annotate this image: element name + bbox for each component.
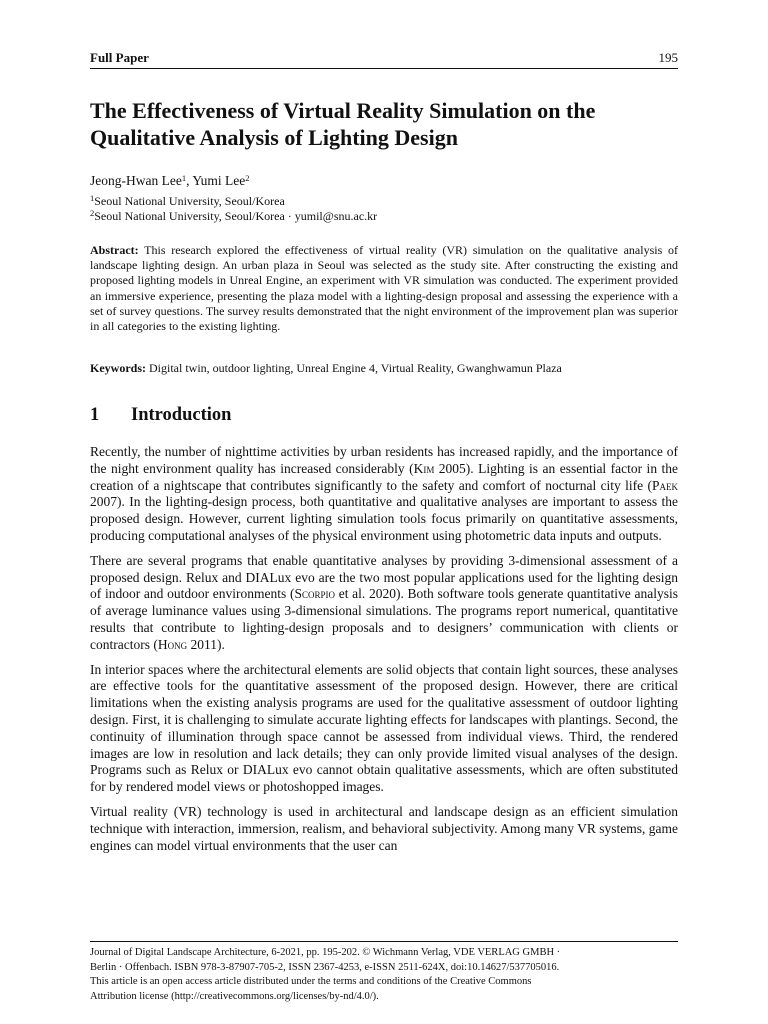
page-number: 195: [658, 50, 678, 65]
citation-author: Hong: [157, 636, 188, 652]
paragraph: Virtual reality (VR) technology is used in architectural and landscape design as an efficient simulation technique with interaction, immersion, realism, and behavioral subjectivity. Among many VR systems, game engines can model virtual environments that the user can: [90, 803, 678, 853]
paragraph-text: et al. 2020). Both software tools generate quantitative analysis of average luminance values using 3-dimensional simulations. The programs report numerical, quantitative results that contribute to lighting-design proposals and to designers’ communication with clients or contractors (: [90, 586, 678, 652]
paragraph: [90, 553, 678, 654]
affiliation-mark: 1: [90, 193, 95, 203]
affiliation-text: Seoul National University, Seoul/Korea: [94, 194, 285, 208]
paragraph-text: 2007). In the lighting-design process, both quantitative and qualitative analyses are important to assess the proposed design. However, current lighting simulation tools focus primarily on quantitative assessments, producing computational analyses of the physical environment using photometric data inputs and outputs.: [90, 494, 678, 543]
author-affiliation-mark: 1: [181, 173, 187, 183]
paragraph: [90, 444, 678, 545]
paper-title: The Effectiveness of Virtual Reality Simulation on the Qualitative Analysis of Lighting Design: [90, 98, 596, 150]
affiliation-list: [90, 194, 377, 224]
paragraph-text: There are several programs that enable quantitative analyses by providing 3-dimensional assessment of a proposed design. Relux and DIALux evo are the two most popular applications used for the lighting design of indoor and outdoor environments (: [90, 552, 678, 602]
paper-type-label: Full Paper: [90, 50, 149, 65]
section-number: 1: [90, 405, 100, 425]
keywords-label: Keywords:: [90, 361, 146, 375]
author-affiliation-mark: 2: [245, 173, 250, 183]
body-text: [90, 444, 678, 862]
keywords: [90, 361, 678, 376]
abstract: [90, 243, 678, 334]
running-header: [90, 50, 678, 66]
affiliation: [90, 194, 377, 209]
paragraph: In interior spaces where the architectural elements are solid objects that contain light sources, these analyses are effective tools for the quantitative assessment of the proposed design. However, there are critical limitations when the existing analysis programs are used for the qualitative assessment of outdoor lighting design. First, it is challenging to simulate accurate lighting effects for landscapes with plantings. Second, the continuity of illumination through space cannot be assessed from individual views. Third, the rendered images are low in resolution and lack details; they can only provide limited visual analyses of the design. Programs such as Relux or DIALux evo cannot obtain qualitative assessments, which are often substituted for by rendered model views or photoshopped images.: [90, 661, 678, 795]
footer-line: Journal of Digital Landscape Architecture, 6-2021, pp. 195-202. © Wichmann Verlag, VDE VERLAG GMBH ·: [90, 947, 561, 958]
author-name: Yumi Lee: [192, 173, 246, 188]
author-list: Jeong-Hwan Lee$^1$, Yumi Lee$^2$: [90, 173, 250, 188]
paragraph-text: 2005). Lighting is an essential factor in the creation of a nightscape that contributes significantly to the safety and comfort of nocturnal city life (: [90, 460, 679, 493]
header-rule: [90, 68, 678, 69]
citation-author: Paek: [651, 477, 678, 493]
footer-line: Berlin · Offenbach. ISBN 978-3-87907-705-2, ISSN 2367-4253, e-ISSN 2511-624X, doi:10.14627/537705016.: [90, 961, 560, 973]
keywords-text: Digital twin, outdoor lighting, Unreal Engine 4, Virtual Reality, Gwanghwamun Plaza: [149, 361, 562, 375]
abstract-text: This research explored the effectiveness of virtual reality (VR) simulation on the qualitative analysis of landscape lighting design. An urban plaza in Seoul was selected as the study site. After constructing the existing and proposed lighting models in Unreal Engine, an experiment with VR simulation was conducted. The experiment provided an immersive experience, presenting the plaza model with a lighting-design proposal and assessing the experience with a set of survey questions. The survey results demonstrated that the night environment of the improvement plan was superior in all categories to the existing lighting.: [90, 243, 678, 334]
paragraph-text: Recently, the number of nighttime activities by urban residents has increased rapidly, and the importance of the night environment quality has increased considerably (: [90, 444, 678, 476]
affiliation-mark: 2: [90, 208, 95, 218]
paragraph-text: 2011).: [187, 636, 225, 652]
section-title: Introduction: [131, 405, 232, 425]
section-heading: [90, 404, 231, 426]
affiliation: [90, 209, 377, 224]
footer-rule: [90, 941, 678, 942]
citation-author: Kim: [413, 460, 435, 476]
footer: [90, 946, 678, 1004]
footer-line: Attribution license (http://creativecommons.org/licenses/by-nd/4.0/).: [90, 990, 379, 1002]
affiliation-text: Seoul National University, Seoul/Korea · yumil@snu.ac.kr: [94, 209, 378, 223]
abstract-label: Abstract:: [90, 243, 139, 257]
footer-line: This article is an open access article distributed under the terms and conditions of the Creative Commons: [90, 976, 532, 988]
citation-author: Scorpio: [294, 586, 335, 602]
author-name: Jeong-Hwan Lee: [90, 173, 182, 188]
